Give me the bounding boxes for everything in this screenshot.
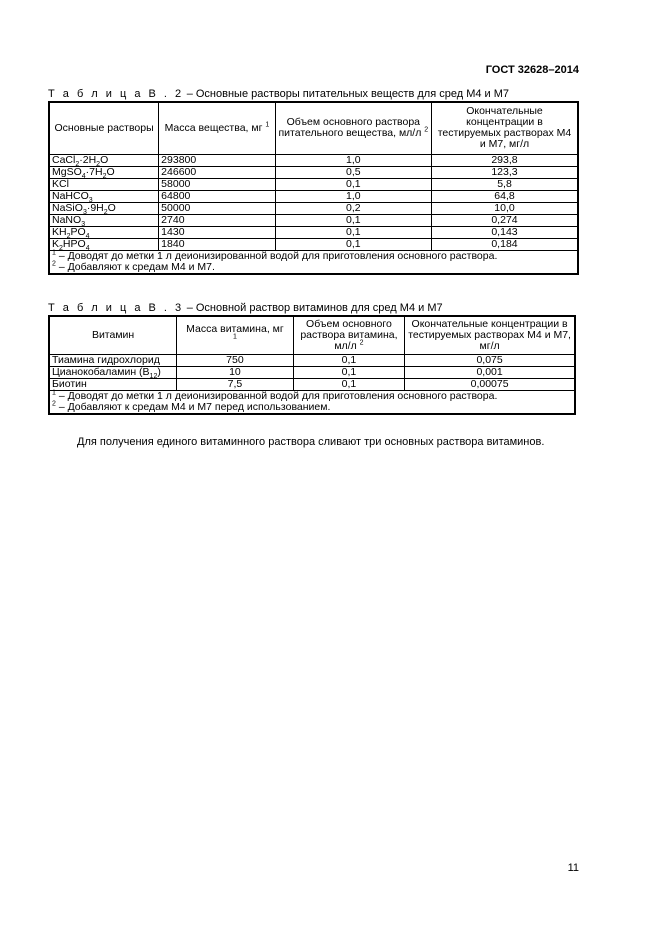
table2-cell-volume: 0,1 — [275, 226, 431, 238]
table2-row — [49, 202, 578, 214]
table2-row — [49, 238, 578, 250]
table2-cell-volume: 0,1 — [275, 214, 431, 226]
table3-cell-conc: 0,001 — [405, 366, 575, 378]
table2-cell-name: $MgSO_4\cdot 7H_2O$ — [49, 166, 159, 178]
table2-cell-conc: 0,143 — [431, 226, 578, 238]
table2-col-solutions: Основные растворы — [49, 102, 159, 154]
table3-cell-conc: 0,075 — [405, 354, 575, 366]
table2-cell-mass: 1840 — [159, 238, 276, 250]
table2-cell-conc: 5,8 — [431, 178, 578, 190]
table3-header-row — [49, 316, 575, 354]
table3-col-mass-footnote-mark: 1 — [232, 333, 237, 341]
table2-cell-name: NaNO$_3$ — [49, 214, 159, 226]
table2-row — [49, 190, 578, 202]
table3-notes-row — [49, 390, 575, 414]
table2-cell-name: $CaCl_2\cdot 2H_2O$ — [49, 154, 159, 166]
table3-cell-conc: 0,00075 — [405, 378, 575, 390]
table2-header-row — [49, 102, 578, 154]
table3-caption — [48, 302, 443, 314]
table3-note-1-text: – Доводят до метки 1 л деионизированной водой для приготовления основного раствора. — [55, 389, 498, 402]
table3-col-mass-label: Масса витамина, мг — [186, 323, 284, 336]
table3-title: – Основной раствор витаминов для сред М4 и М7 — [183, 302, 443, 314]
table2-cell-mass: 293800 — [159, 154, 276, 166]
table2-notes-row — [49, 250, 578, 274]
table2-col-mass-label: Масса вещества, мг — [164, 121, 263, 134]
table2-row — [49, 166, 578, 178]
table3-note-1-mark: 1 — [52, 389, 56, 396]
table2-cell-conc: 123,3 — [431, 166, 578, 178]
table2-cell-name: NaHCO$_3$ — [49, 190, 159, 202]
table2-row — [49, 226, 578, 238]
table2-row — [49, 214, 578, 226]
table3-col-volume-footnote-mark: 2 — [359, 339, 364, 347]
table2-note-2 — [52, 262, 575, 273]
table2-title: – Основные растворы питательных веществ для сред М4 и М7 — [183, 88, 510, 100]
table2-cell-volume: 0,2 — [275, 202, 431, 214]
table2-cell-mass: 64800 — [159, 190, 276, 202]
table2-cell-conc: 64,8 — [431, 190, 578, 202]
table2-note-2-mark: 2 — [52, 260, 56, 267]
table3-cell-name: Тиамина гидрохлорид — [49, 354, 177, 366]
table3-note-2-text: – Добавляют к средам М4 и М7 перед использованием. — [55, 400, 331, 413]
table-b2 — [48, 101, 579, 275]
table2-cell-volume: 1,0 — [275, 190, 431, 202]
table3-cell-mass: 10 — [177, 366, 293, 378]
table2-cell-name: $KH_2PO_4$ — [49, 226, 159, 238]
table2-note-1-mark: 1 — [52, 249, 56, 256]
table2-cell-conc: 10,0 — [431, 202, 578, 214]
page-number: 11 — [567, 862, 579, 874]
table2-row — [49, 178, 578, 190]
table2-col-volume-label: Объем основного раствора питательного вещества, мл/л — [278, 116, 422, 140]
table2-cell-conc: 293,8 — [431, 154, 578, 166]
table3-label: Т а б л и ц а В . 3 — [48, 302, 184, 314]
table2-row — [49, 154, 578, 166]
table3-col-mass — [177, 316, 293, 354]
table2-cell-mass: 2740 — [159, 214, 276, 226]
table2-note-2-text: – Добавляют к средам М4 и М7. — [55, 260, 215, 273]
table2-cell-volume: 0,1 — [275, 178, 431, 190]
table2-cell-name: $K_2HPO_4$ — [49, 238, 159, 250]
table2-cell-volume: 1,0 — [275, 154, 431, 166]
table2-cell-volume: 0,5 — [275, 166, 431, 178]
table2-cell-volume: 0,1 — [275, 238, 431, 250]
table2-cell-mass: 1430 — [159, 226, 276, 238]
table3-notes — [49, 390, 575, 414]
table2-cell-conc: 0,274 — [431, 214, 578, 226]
table2-cell-name: $NaSiO_3\cdot 9H_2O$ — [49, 202, 159, 214]
table2-cell-mass: 50000 — [159, 202, 276, 214]
table3-cell-mass: 750 — [177, 354, 293, 366]
table3-note-2 — [52, 402, 572, 413]
table3-row — [49, 354, 575, 366]
table3-col-vitamin: Витамин — [49, 316, 177, 354]
table2-cell-mass: 58000 — [159, 178, 276, 190]
table2-cell-mass: 246600 — [159, 166, 276, 178]
table3-cell-volume: 0,1 — [293, 378, 405, 390]
table3-cell-volume: 0,1 — [293, 354, 405, 366]
table2-col-mass — [159, 102, 276, 154]
table2-label: Т а б л и ц а В . 2 — [48, 88, 184, 100]
table3-col-concentration: Окончательные концентрации в тестируемых растворах М4 и М7, мг/л — [405, 316, 575, 354]
table3-col-volume-label: Объем основного раствора витамина, мл/л — [300, 317, 398, 352]
table3-note-2-mark: 2 — [52, 400, 56, 407]
table2-col-concentration: Окончательные концентрации в тестируемых растворах М4 и М7, мг/л — [431, 102, 578, 154]
table2-cell-conc: 0,184 — [431, 238, 578, 250]
table2-caption — [48, 88, 509, 100]
table3-cell-name: Биотин — [49, 378, 177, 390]
table3-cell-name: Цианокобаламин $(В_{12})$ — [49, 366, 177, 378]
body-paragraph: Для получения единого витаминного раствора сливают три основных раствора витаминов. — [77, 436, 545, 448]
table3-row — [49, 366, 575, 378]
table2-notes — [49, 250, 578, 274]
document-code: ГОСТ 32628–2014 — [485, 64, 579, 76]
table3-cell-mass: 7,5 — [177, 378, 293, 390]
table-b3 — [48, 315, 576, 415]
table3-col-volume — [293, 316, 405, 354]
table3-cell-volume: 0,1 — [293, 366, 405, 378]
table2-col-volume-footnote-mark: 2 — [424, 126, 429, 134]
table3-row — [49, 378, 575, 390]
table2-cell-name: KCl — [49, 178, 159, 190]
table2-note-1-text: – Доводят до метки 1 л деионизированной водой для приготовления основного раствора. — [55, 249, 498, 262]
table2-col-volume — [275, 102, 431, 154]
table2-col-mass-footnote-mark: 1 — [265, 121, 270, 129]
